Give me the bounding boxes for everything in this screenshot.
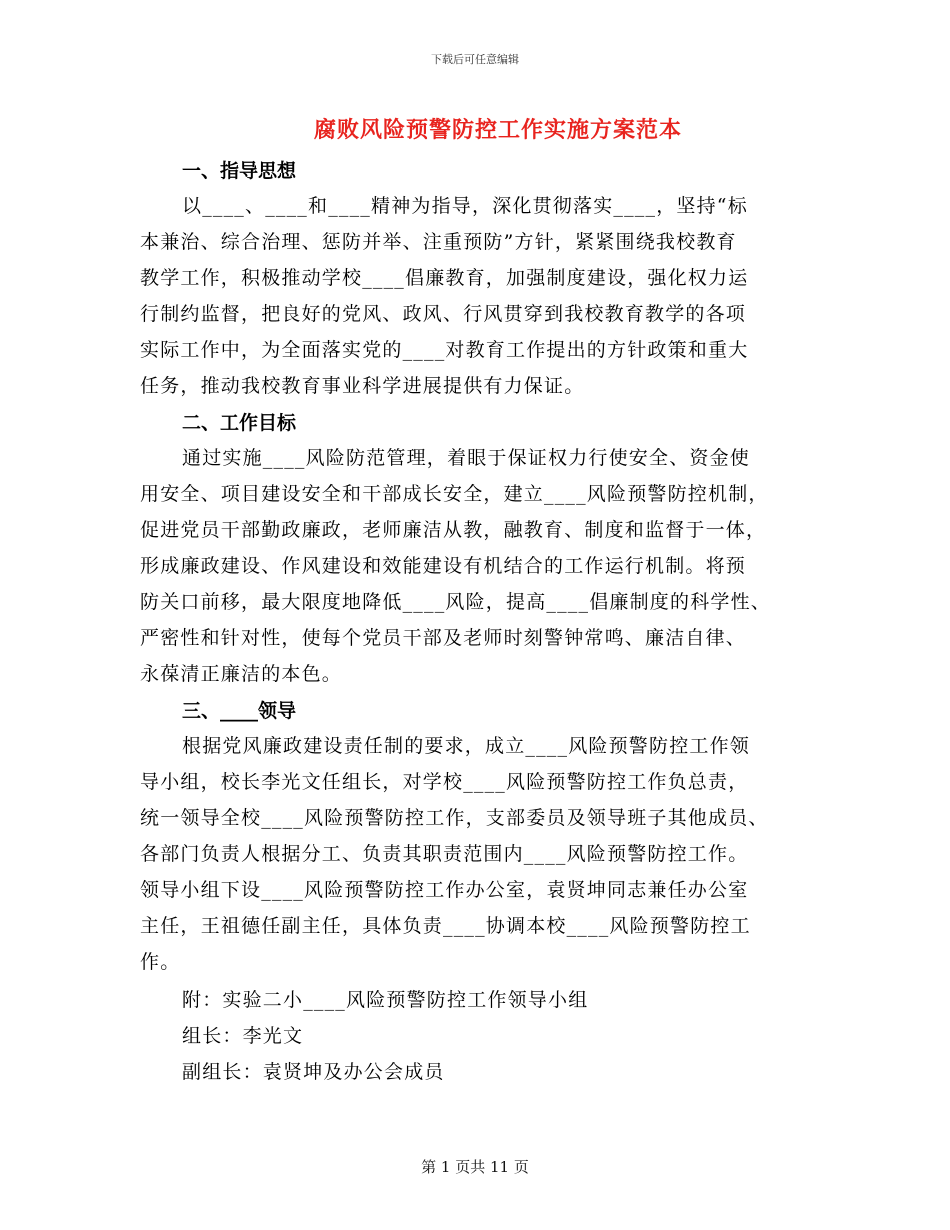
text-line: 统一领导全校____风险预警防控工作，支部委员及领导班子其他成员、 bbox=[140, 807, 769, 829]
paragraph-leadership bbox=[140, 728, 805, 980]
group-leader-line: 组长：李光文 bbox=[182, 1025, 304, 1047]
text-line: 导小组，校长李光文任组长，对学校____风险预警防控工作负总责， bbox=[140, 771, 749, 793]
deputy-leader-line: 副组长：袁贤坤及办公会成员 bbox=[182, 1061, 445, 1083]
text-line: 形成廉政建设、作风建设和效能建设有机结合的工作运行机制。将预 bbox=[140, 555, 747, 577]
text-line: 永葆清正廉洁的本色。 bbox=[140, 663, 343, 685]
text-line: 领导小组下设____风险预警防控工作办公室，袁贤坤同志兼任办公室 bbox=[140, 879, 749, 901]
paragraph-guiding-ideology bbox=[140, 188, 805, 404]
text-line: 任务，推动我校教育事业科学进展提供有力保证。 bbox=[140, 375, 585, 397]
text-line: 防关口前移，最大限度地降低____风险，提高____倡廉制度的科学性、 bbox=[140, 591, 772, 613]
page-number-footer: 第 1 页共 11 页 bbox=[421, 1158, 529, 1176]
text-line: 用安全、项目建设安全和干部成长安全，建立____风险预警防控机制， bbox=[140, 483, 769, 505]
section-heading-work-goals: 二、工作目标 bbox=[182, 412, 297, 434]
text-line: 促进党员干部勤政廉政，老师廉洁从教，融教育、制度和监督于一体， bbox=[140, 519, 767, 541]
appendix-line: 附：实验二小____风险预警防控工作领导小组 bbox=[182, 989, 589, 1011]
text-line: 各部门负责人根据分工、负责其职责范围内____风险预警防控工作。 bbox=[140, 843, 749, 865]
text-line: 教学工作，积极推动学校____倡廉教育，加强制度建设，强化权力运 bbox=[140, 267, 749, 289]
text-line: 根据党风廉政建设责任制的要求，成立____风险预警防控工作领 bbox=[182, 735, 751, 757]
text-line: 严密性和针对性，使每个党员干部及老师时刻警钟常鸣、廉洁自律、 bbox=[140, 627, 747, 649]
section-heading-guiding-ideology: 一、指导思想 bbox=[182, 160, 297, 182]
paragraph-work-goals bbox=[140, 440, 805, 692]
text-line: 以____、____和____精神为指导，深化贯彻落实____，坚持“标 bbox=[182, 195, 748, 217]
text-line: 行制约监督，把良好的党风、政风、行风贯穿到我校教育教学的各项 bbox=[140, 303, 747, 325]
section-heading-leadership: 三、____领导 bbox=[182, 700, 297, 722]
page-header-note: 下载后可任意编辑 bbox=[431, 53, 519, 66]
document-body bbox=[140, 154, 805, 1090]
text-line: 作。 bbox=[140, 951, 181, 973]
text-line: 本兼治、综合治理、惩防并举、注重预防”方针，紧紧围绕我校教育 bbox=[140, 231, 737, 253]
text-line: 实际工作中，为全面落实党的____对教育工作提出的方针政策和重大 bbox=[140, 339, 749, 361]
document-title: 腐败风险预警防控工作实施方案范本 bbox=[313, 117, 682, 143]
text-line: 主任，王祖德任副主任，具体负责____协调本校____风险预警防控工 bbox=[140, 915, 751, 937]
text-line: 通过实施____风险防范管理，着眼于保证权力行使安全、资金使 bbox=[182, 447, 751, 469]
